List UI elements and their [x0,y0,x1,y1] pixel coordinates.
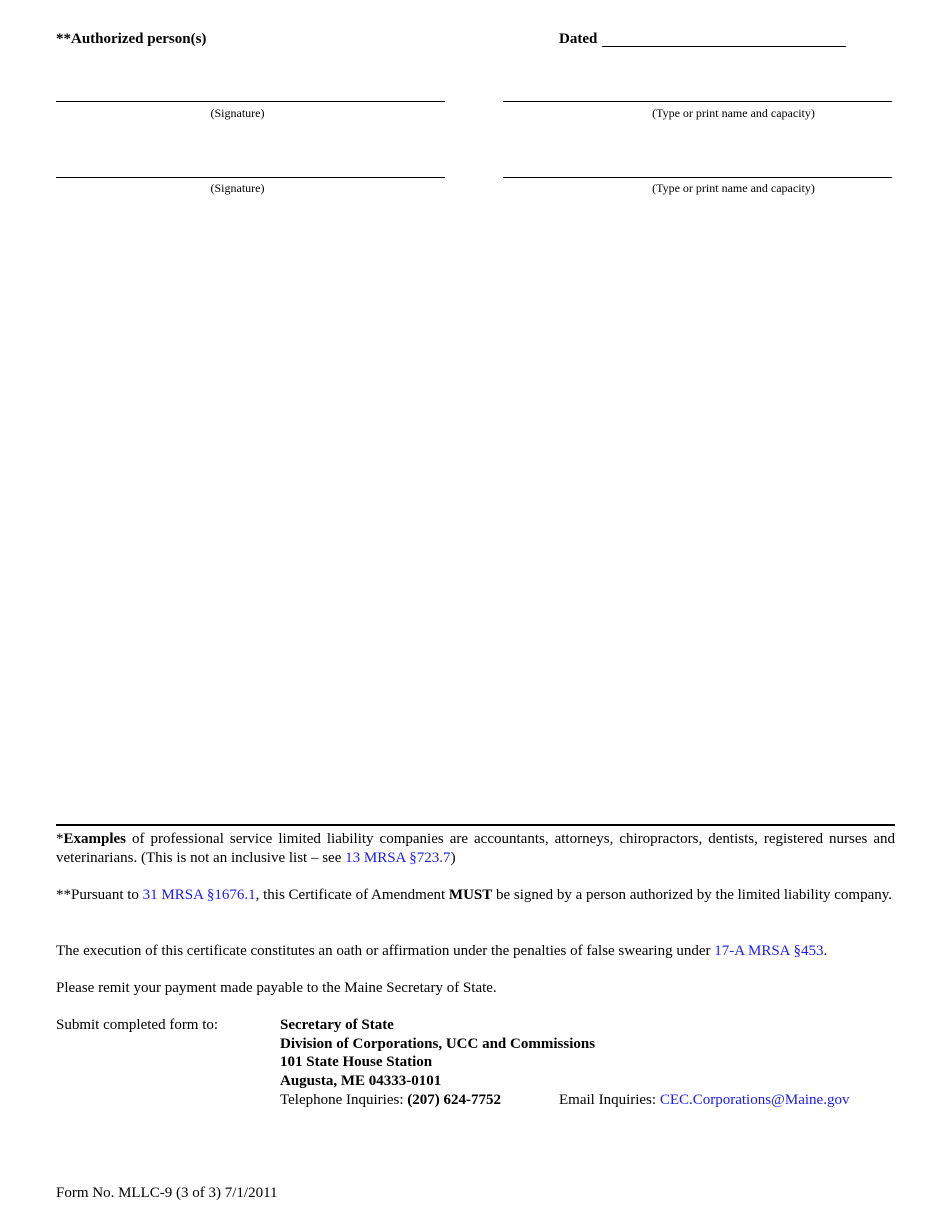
form-number: Form No. MLLC-9 (3 of 3) 7/1/2011 [56,1185,278,1201]
pursuant-end: be signed by a person authorized by the limited liability company. [492,887,893,903]
telephone-number: (207) 624-7752 [407,1092,501,1108]
examples-bold: Examples [63,831,127,847]
address-line-3: 101 State House Station [280,1054,433,1070]
email-inquiries [559,1092,849,1109]
pursuant-note [56,886,895,905]
must-emphasis: MUST [448,887,493,903]
oath-end: . [823,943,828,959]
email-label: Email Inquiries: [559,1092,660,1108]
statute-link-453[interactable]: 17-A MRSA §453 [714,943,824,959]
submit-label: Submit completed form to: [56,1017,219,1033]
examples-asterisk: * [56,831,64,847]
address-line-4: Augusta, ME 04333-0101 [280,1073,442,1089]
pursuant-prefix: **Pursuant to [56,887,143,903]
address-line-2: Division of Corporations, UCC and Commissions [280,1036,596,1052]
signature-line-1[interactable] [56,101,445,102]
telephone-label: Telephone Inquiries: [280,1092,408,1108]
dated-label: Dated [559,31,598,47]
authorized-persons-label: **Authorized person(s) [56,31,207,47]
examples-note [56,830,895,868]
signature-caption-2: (Signature) [210,181,265,195]
address-line-1: Secretary of State [280,1017,394,1033]
name-capacity-caption-1: (Type or print name and capacity) [652,106,815,120]
name-capacity-line-1[interactable] [503,101,892,102]
examples-text: of professional service limited liability companies are accountants, attorneys, chiropractors, dentists, registered nurses and veterinarians. (This is not an inclusive list – see [56,831,895,866]
remit-note: Please remit your payment made payable to the Maine Secretary of State. [56,980,497,996]
name-capacity-line-2[interactable] [503,177,892,178]
signature-caption-1: (Signature) [210,106,265,120]
statute-link-723[interactable]: 13 MRSA §723.7 [345,850,451,866]
notes-divider [56,824,895,826]
pursuant-mid: , this Certificate of Amendment [255,887,449,903]
email-link[interactable]: CEC.Corporations@Maine.gov [659,1092,850,1108]
telephone-inquiries [280,1092,501,1109]
signature-line-2[interactable] [56,177,445,178]
statute-link-1676[interactable]: 31 MRSA §1676.1 [142,887,256,903]
name-capacity-caption-2: (Type or print name and capacity) [652,181,815,195]
examples-close: ) [450,850,456,866]
dated-field-line[interactable] [602,46,846,47]
oath-text: The execution of this certificate constitutes an oath or affirmation under the penalties of false swearing under [56,943,715,959]
oath-note [56,942,895,961]
